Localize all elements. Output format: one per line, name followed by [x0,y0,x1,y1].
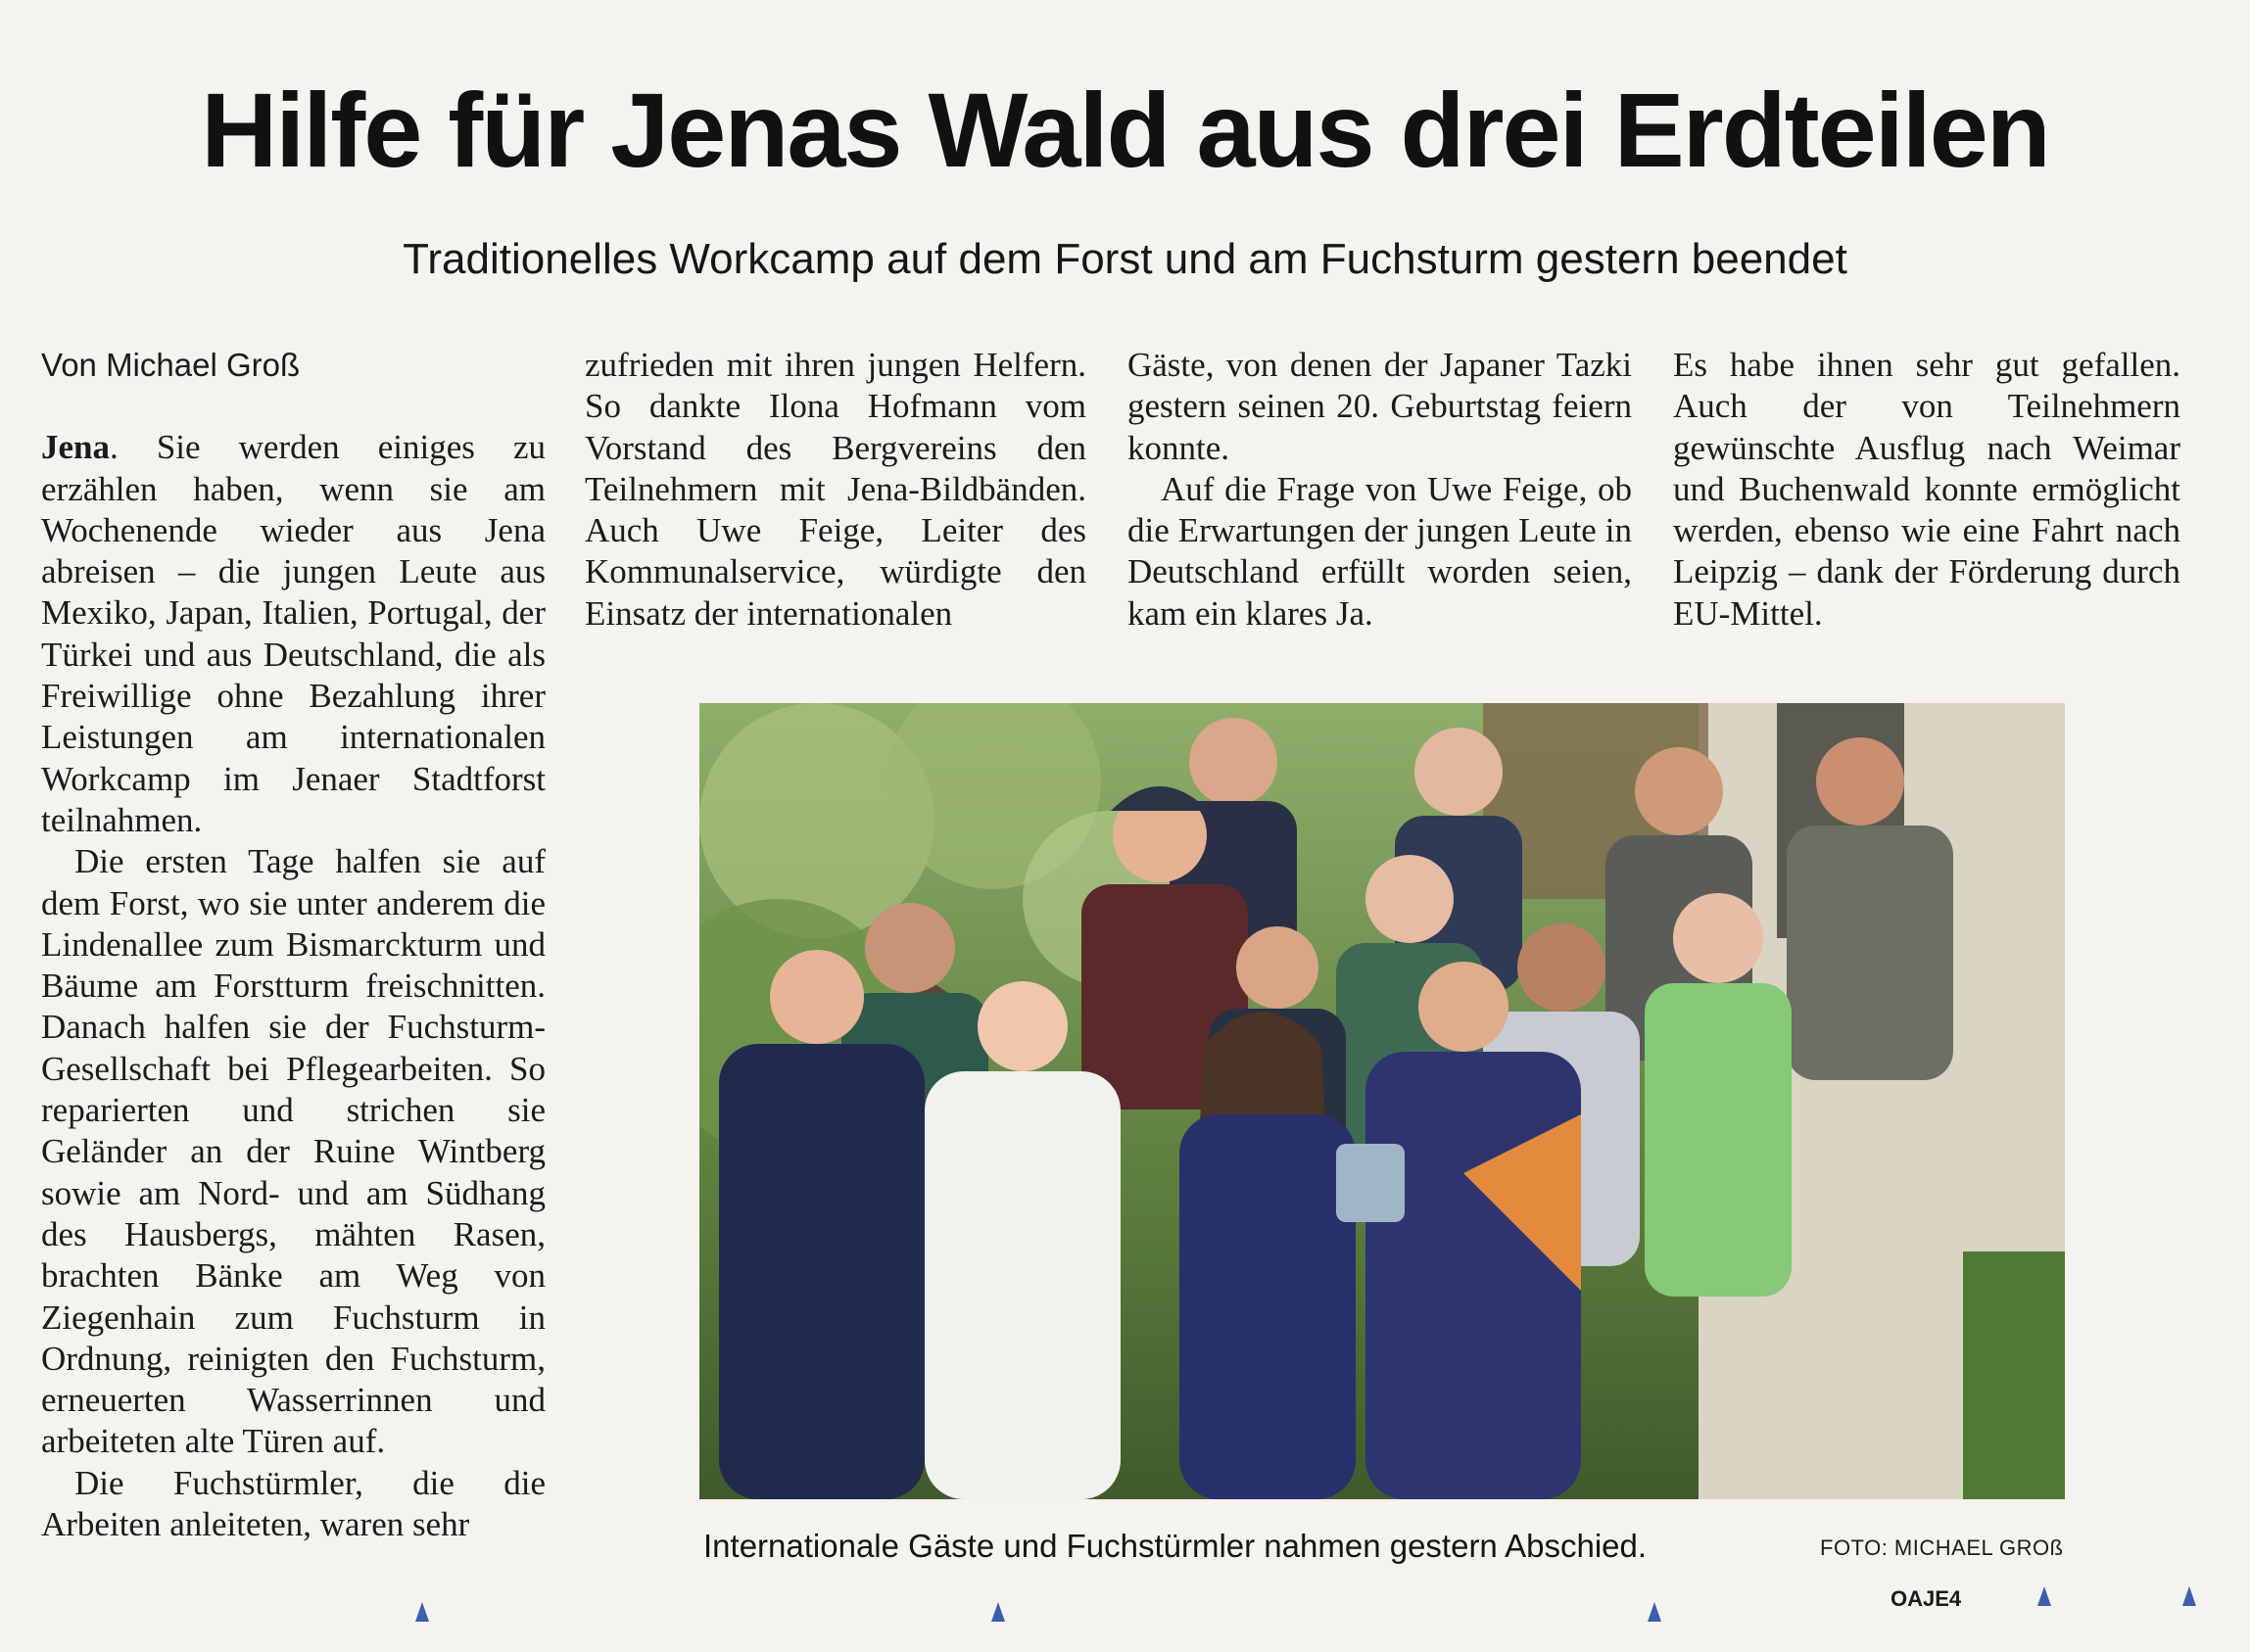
registration-mark-icon [2037,1586,2051,1606]
paragraph-6: Auf die Frage von Uwe Feige, ob die Erwartungen der jungen Leute in Deutschland erfüllt worden seien, kam ein klares Ja. [1127,469,1632,633]
paragraph-1-text: . Sie werden einiges zu erzählen haben, wenn sie am Wochenende wieder aus Jena abreisen – die jungen Leute aus Mexiko, Japan, Italien, Portugal, der Türkei und aus Deutschland, die als Freiwillige ohne Bezahlung ihrer Leistungen am internationalen Workcamp im Jenaer Stadtforst teilnahmen. [41,428,546,839]
group-photo-illustration [699,703,2065,1499]
paragraph-7: Es habe ihnen sehr gut gefallen. Auch der von Teilnehmern gewünschte Ausflug nach Weimar und Buchenwald konnte ermöglicht werden, ebenso wie eine Fahrt nach Leipzig – dank der Förderung durch EU-Mittel. [1673,346,2180,633]
registration-mark-icon [991,1602,1005,1622]
registration-mark-icon [1648,1602,1661,1622]
paragraph-1 [41,427,546,841]
photo-caption: Internationale Gäste und Fuchstürmler nahmen gestern Abschied. [703,1528,1648,1564]
paragraph-4: zufrieden mit ihren jungen Helfern. So dankte Ilona Hofmann vom Vorstand des Bergvereins den Teilnehmern mit Jena-Bildbänden. Auch Uwe Feige, Leiter des Kommunalservice, würdigte den Einsatz der internationalen [585,346,1086,633]
photo-credit: FOTO: MICHAEL GROß [1820,1535,2064,1560]
article-headline: Hilfe für Jenas Wald aus drei Erdteilen [201,71,2049,189]
page-code: OAJE4 [1891,1586,1962,1611]
text-column-2 [585,345,1086,635]
paragraph-3: Die Fuchstürmler, die die Arbeiten anleiteten, waren sehr [41,1463,546,1544]
article-subheadline: Traditionelles Workcamp auf dem Forst und am Fuchsturm gestern beendet [403,235,1847,283]
text-column-1 [41,345,546,1545]
registration-mark-icon [2182,1586,2196,1606]
dateline: Jena [41,428,110,467]
group-photo [699,703,2065,1499]
paragraph-5: Gäste, von denen der Japaner Tazki gestern seinen 20. Geburtstag feiern konnte. [1127,346,1632,467]
paragraph-2: Die ersten Tage halfen sie auf dem Forst, wo sie unter anderem die Lindenallee zum Bismarckturm und Bäume am Forstturm freischnitten. Danach halfen sie der Fuchsturm-Gesellschaft bei Pflegearbeiten. So reparierten und strichen sie Geländer an der Ruine Wintberg sowie am Nord- und am Südhang des Hausbergs, mähten Rasen, brachten Bänke am Weg von Ziegenhain zum Fuchsturm in Ordnung, reinigten den Fuchsturm, erneuerten Wasserrinnen und arbeiteten alte Türen auf. [41,842,546,1461]
text-column-4 [1673,345,2180,635]
byline: Von Michael Groß [41,347,301,383]
text-column-3 [1127,345,1632,635]
registration-mark-icon [415,1602,429,1622]
